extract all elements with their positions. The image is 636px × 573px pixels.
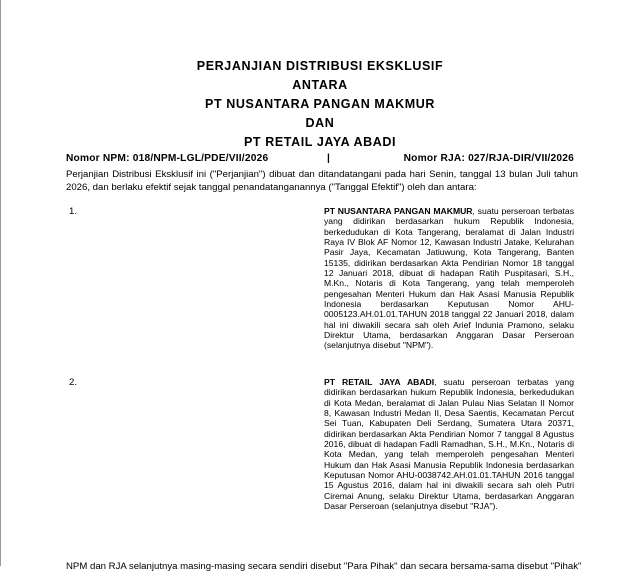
npm-number: Nomor NPM: 018/NPM-LGL/PDE/VII/2026 — [66, 153, 269, 164]
party-number: 1. — [69, 206, 78, 217]
title-line-second-party: PT RETAIL JAYA ABADI — [243, 135, 397, 149]
title-line-agreement: PERJANJIAN DISTRIBUSI EKSKLUSIF — [196, 59, 444, 73]
intro-paragraph: Perjanjian Distribusi Eksklusif ini ("Perjanjian") dibuat dan ditandatangani pada hari Senin, tanggal 13 bulan Juli tahun 2026, dan berlaku efektif sejak tanggal penandatanganannya ("Tanggal Efektif") oleh dan antara: — [66, 169, 578, 193]
rja-number: Nomor RJA: 027/RJA-DIR/VII/2026 — [403, 153, 574, 164]
party-details: , suatu perseroan terbatas yang didirikan berdasarkan hukum Republik Indonesia, berkedudukan di Kota Tangerang, beralamat di Jalan Industri Raya IV Blok AF Nomor 12, Kawasan Industri Jatake, Kelurahan Pasir Jaya, Kecamatan Jatiuwung, Kota Tangerang, Banten 15135, didirikan berdasarkan Akta Pendirian Nomor 18 tanggal 12 Januari 2018, dibuat di hadapan Ratih Puspitasari, S.H., M.Kn., Notaris di Kota Tangerang, yang telah memperoleh pengesahan Menteri Hukum dan Hak Asasi Manusia Republik Indonesia berdasarkan Keputusan Nomor AHU-0005123.AH.01.01.TAHUN 2018 tanggal 22 Januari 2018, dalam hal ini diwakili secara sah oleh Arief Indunia Pramono, selaku Direktur Utama, berdasarkan Anggaran Dasar Perseroan (selanjutnya disebut "NPM"). — [324, 206, 574, 351]
party-description — [324, 377, 574, 511]
party-name: PT NUSANTARA PANGAN MAKMUR — [324, 206, 473, 216]
title-line-and: DAN — [305, 116, 335, 130]
title-line-between: ANTARA — [292, 78, 348, 92]
party-name: PT RETAIL JAYA ABADI — [324, 377, 435, 387]
document-numbers — [62, 152, 578, 166]
party-number: 2. — [69, 377, 78, 388]
party-details: , suatu perseroan terbatas yang didirikan berdasarkan hukum Republik Indonesia, berkedudukan di Kota Medan, beralamat di Jalan Pulau Nias Selatan II Nomor 8, Kawasan Industri Medan II, Desa Saentis, Kecamatan Percut Sei Tuan, Kabupaten Deli Serdang, Sumatera Utara 20371, didirikan berdasarkan Akta Pendirian Nomor 7 tanggal 8 Agustus 2016, dibuat di hadapan Fadli Ramadhan, S.H., M.Kn., Notaris di Kota Medan, yang telah memperoleh pengesahan Menteri Hukum dan Hak Asasi Manusia Republik Indonesia berdasarkan Keputusan Nomor AHU-0038742.AH.01.01.TAHUN 2016 tanggal 15 Agustus 2016, dalam hal ini diwakili secara sah oleh Putri Ciremai Anung, selaku Direktur Utama, berdasarkan Anggaran Dasar Perseroan (selanjutnya disebut "RJA"). — [324, 377, 574, 512]
page-left-border — [0, 0, 1, 566]
cutoff-paragraph: NPM dan RJA selanjutnya masing-masing secara sendiri disebut "Para Pihak" dan secara bersama-sama disebut "Pihak" — [66, 561, 582, 572]
document-page — [62, 0, 582, 572]
party-description — [324, 206, 574, 351]
title-line-first-party: PT NUSANTARA PANGAN MAKMUR — [205, 97, 435, 111]
document-title — [62, 57, 578, 152]
number-separator: | — [327, 153, 331, 164]
